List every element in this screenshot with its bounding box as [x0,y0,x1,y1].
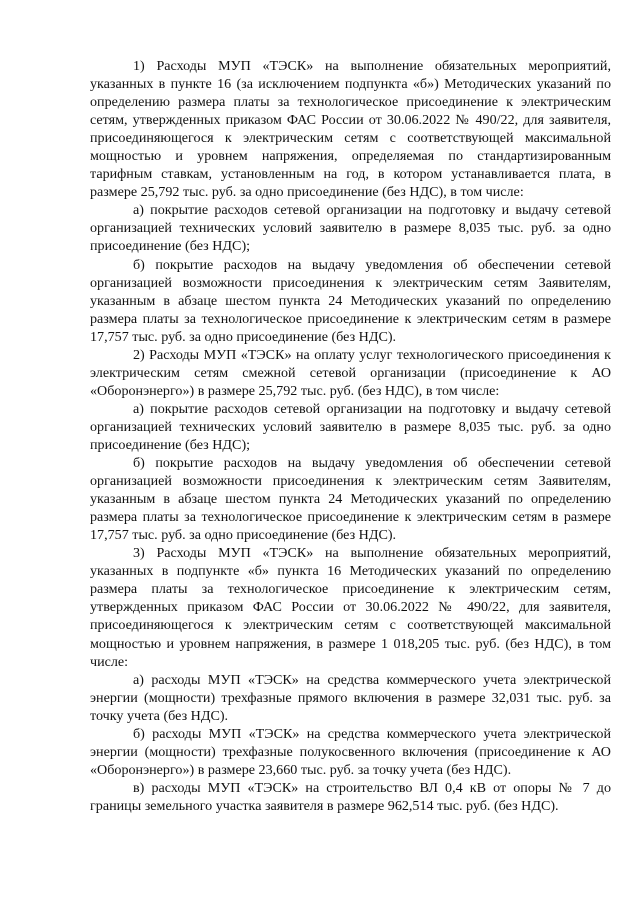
paragraph-1: 1) Расходы МУП «ТЭСК» на выполнение обязательных мероприятий, указанных в пункте 16 (за исключением подпункта «б») Методических указаний по определению размера платы за технологическое присоединение к электрическим сетям, утвержденных приказом ФАС России от 30.06.2022 № 490/22, для заявителя, присоединяющегося к электрическим сетям с соответствующей максимальной мощностью и уровнем напряжения, определяемая по стандартизированным тарифным ставкам, установленным на год, в котором устанавливается плата, в размере 25,792 тыс. руб. за одно присоединение (без НДС), в том числе: [90,58,611,201]
paragraph-2: 2) Расходы МУП «ТЭСК» на оплату услуг технологического присоединения к электрическим сетям смежной сетевой организации (присоединение к АО «Оборонэнерго») в размере 25,792 тыс. руб. (без НДС), в том числе: [90,346,611,399]
paragraph-3b: б) расходы МУП «ТЭСК» на средства коммерческого учета электрической энергии (мощности) трехфазные полукосвенного включения (присоединение к АО «Оборонэнерго») в размере 23,660 тыс. руб. за точку учета (без НДС). [90,725,611,778]
paragraph-3c: в) расходы МУП «ТЭСК» на строительство ВЛ 0,4 кВ от опоры № 7 до границы земельного участка заявителя в размере 962,514 тыс. руб. (без НДС). [90,779,611,814]
paragraph-3a: а) расходы МУП «ТЭСК» на средства коммерческого учета электрической энергии (мощности) трехфазные прямого включения в размере 32,031 тыс. руб. за точку учета (без НДС). [90,671,611,724]
paragraph-1b: б) покрытие расходов на выдачу уведомления об обеспечении сетевой организацией возможности присоединения к электрическим сетям Заявителям, указанным в абзаце шестом пункта 24 Методических указаний по определению размера платы за технологическое присоединение к электрическим сетям в размере 17,757 тыс. руб. за одно присоединение (без НДС). [90,256,611,345]
document-page [90,57,611,815]
paragraph-1a: а) покрытие расходов сетевой организации на подготовку и выдачу сетевой организацией технических условий заявителю в размере 8,035 тыс. руб. за одно присоединение (без НДС); [90,202,611,255]
paragraph-2a: а) покрытие расходов сетевой организации на подготовку и выдачу сетевой организацией технических условий заявителю в размере 8,035 тыс. руб. за одно присоединение (без НДС); [90,400,611,453]
paragraph-2b: б) покрытие расходов на выдачу уведомления об обеспечении сетевой организацией возможности присоединения к электрическим сетям Заявителям, указанным в абзаце шестом пункта 24 Методических указаний по определению размера платы за технологическое присоединение к электрическим сетям в размере 17,757 тыс. руб. за одно присоединение (без НДС). [90,455,611,544]
paragraph-3: 3) Расходы МУП «ТЭСК» на выполнение обязательных мероприятий, указанных в подпункте «б» пункта 16 Методических указаний по определению размера платы за технологическое присоединение к электрическим сетям, утвержденных приказом ФАС России от 30.06.2022 № 490/22, для заявителя, присоединяющегося к электрическим сетям с соответствующей максимальной мощностью и уровнем напряжения, в размере 1 018,205 тыс. руб. (без НДС), в том числе: [90,545,611,670]
